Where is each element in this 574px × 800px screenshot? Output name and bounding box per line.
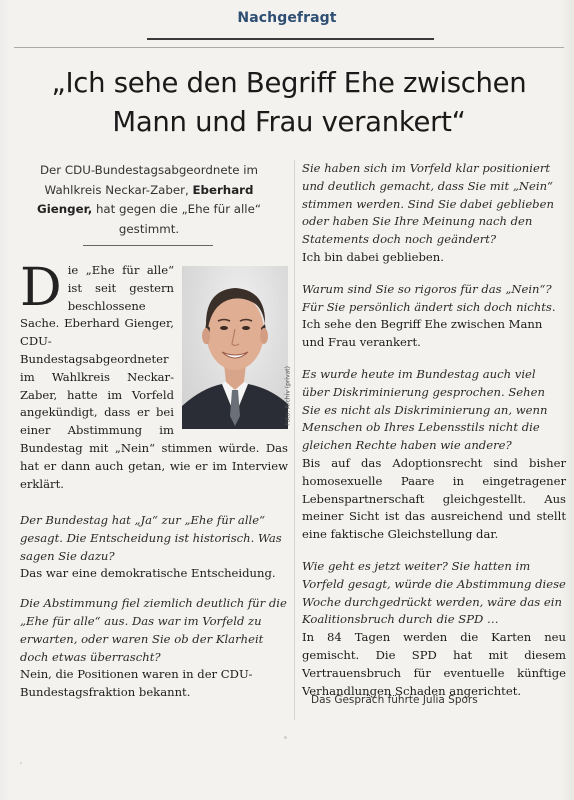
right-qa-column bbox=[302, 160, 566, 700]
answer-1-left: Das war eine demokratische Entscheidung. bbox=[20, 566, 276, 581]
teaser-text-2: hat gegen die „Ehe für alle“ gestimmt. bbox=[95, 202, 261, 236]
portrait-photo bbox=[182, 266, 292, 429]
headline bbox=[14, 64, 564, 142]
teaser-name: Eberhard Gienger, bbox=[37, 182, 254, 216]
intro-text: ie „Ehe für alle“ ist seit gestern beschlossene Sache. Eberhard Gienger, CDU-Bundestagsabgeordneter im Wahlkreis Neckar-Zaber, hatte im Vorfeld angekündigt, dass er bei einer Abstimmung im Bundestag mit „Nein“ stimmen würde. Das hat er dann auch getan, wie er im Interview erklärt. bbox=[20, 263, 288, 491]
left-qa-column bbox=[20, 512, 288, 702]
header-divider bbox=[14, 47, 564, 48]
intro-section bbox=[20, 258, 292, 493]
teaser-text-1: Der CDU-Bundestagsabgeordnete im Wahlkreis Neckar-Zaber, bbox=[39, 163, 259, 197]
photo-credit: Foto: Archiv (privat) bbox=[285, 366, 292, 426]
teaser-divider bbox=[83, 245, 213, 246]
drop-cap: D bbox=[20, 258, 62, 318]
portrait-illustration bbox=[182, 266, 288, 429]
question-4-right: Wie geht es jetzt weiter? Sie hatten im Vorfeld gesagt, würde die Abstimmung diese Woche durchgedrückt werden, wäre das ein Koalitionsbruch durch die SPD … bbox=[302, 558, 566, 627]
section-rubric: Nachgefragt bbox=[237, 10, 337, 26]
paper-speck bbox=[284, 736, 287, 739]
rubric-underline bbox=[147, 38, 434, 40]
headline-line-1: „Ich sehe den Begriff Ehe zwischen bbox=[51, 67, 527, 99]
column-divider bbox=[294, 160, 295, 720]
question-2-right: Warum sind Sie so rigoros für das „Nein“? Für Sie persönlich ändert sich doch nichts. bbox=[302, 281, 556, 314]
answer-4-right: In 84 Tagen werden die Karten neu gemischt. Die SPD hat mit diesem Vertrauensbruch für eventuelle künftige Verhandlungen Schaden angerichtet. bbox=[302, 630, 566, 698]
teaser bbox=[18, 161, 280, 239]
headline-line-2: Mann und Frau verankert“ bbox=[112, 106, 466, 138]
question-1-right: Sie haben sich im Vorfeld klar positioniert und deutlich gemacht, dass Sie mit „Nein“ stimmen werden. Sind Sie dabei geblieben oder haben Sie Ihre Meinung nach den Statements doch noch geändert? bbox=[302, 161, 554, 247]
question-3-right: Es wurde heute im Bundestag auch viel über Diskriminierung gesprochen. Sehen Sie es nicht als Diskriminierung an, wenn Menschen ob Ihres Lebensstils nicht die gleichen Rechte haben wie andere? bbox=[302, 366, 548, 453]
answer-1-right: Ich bin dabei geblieben. bbox=[302, 249, 444, 264]
answer-2-right: Ich sehe den Begriff Ehe zwischen Mann und Frau verankert. bbox=[302, 317, 543, 350]
byline: Das Gespräch führte Julia Spors bbox=[311, 694, 478, 706]
answer-2-left: Nein, die Positionen waren in der CDU-Bundestagsfraktion bekannt. bbox=[20, 667, 253, 700]
paper-speck bbox=[20, 762, 22, 764]
question-2-left: Die Abstimmung fiel ziemlich deutlich für die „Ehe für alle“ aus. Das war im Vorfeld zu erwarten, oder waren Sie ob der Klarheit doch etwas überrascht? bbox=[20, 596, 287, 664]
answer-3-right: Bis auf das Adoptionsrecht sind bisher homosexuelle Paare in eingetragener Lebenspartnerschaft gleichgestellt. Aus meiner Sicht ist das ausreichend und stellt eine faktische Gleichstellung dar. bbox=[302, 455, 566, 542]
question-1-left: Der Bundestag hat „Ja“ zur „Ehe für alle“ gesagt. Die Entscheidung ist historisch. Was sagen Sie dazu? bbox=[20, 513, 282, 563]
